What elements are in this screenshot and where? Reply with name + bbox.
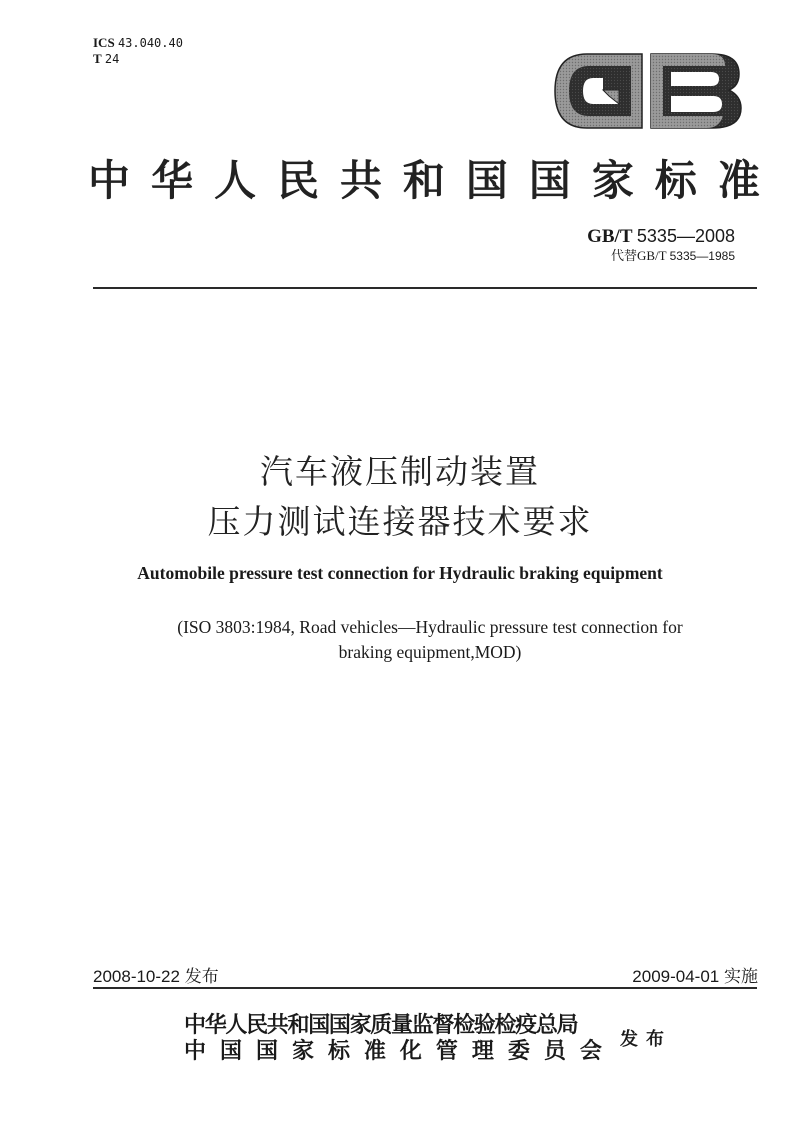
title-cn-line1: 汽车液压制动装置: [260, 452, 540, 491]
iso-reference-line1: (ISO 3803:1984, Road vehicles—Hydraulic pressure test connection for: [177, 617, 683, 637]
issue-date-value: 2008-10-22: [93, 967, 180, 986]
issuer-char: 员: [543, 1038, 566, 1064]
ics-value: 43.040.40: [117, 36, 183, 50]
replaces-label: 代替: [610, 248, 637, 263]
gb-logo-icon: [547, 46, 747, 136]
replaces-standard: [587, 248, 735, 264]
standard-number: [587, 225, 735, 248]
iso-reference-line2: braking equipment,MOD): [338, 642, 522, 662]
heading-char: 人: [213, 156, 256, 205]
replaces-code: 5335—1985: [669, 249, 735, 263]
standard-number-block: [587, 225, 735, 264]
heading-char: 民: [276, 156, 319, 205]
issuer-char: 国: [255, 1038, 278, 1064]
issuer-char: 标: [327, 1038, 350, 1064]
ics-label: ICS: [93, 35, 115, 50]
implement-date: [632, 962, 758, 987]
issuer-char: 化: [399, 1038, 422, 1064]
issuer-char: 家: [291, 1038, 314, 1064]
national-standard-heading: [88, 152, 760, 204]
gb-logo: [547, 46, 747, 136]
issue-date-label: 发布: [184, 967, 219, 986]
heading-char: 准: [717, 156, 760, 205]
issuer-char: 准: [363, 1038, 386, 1064]
ccs-label: T: [93, 51, 102, 66]
ccs-code: [93, 51, 183, 67]
top-divider: [93, 287, 757, 289]
heading-char: 标: [654, 156, 697, 205]
issuer-aqsiq: 中华人民共和国国家质量监督检验检疫总局: [184, 1012, 578, 1038]
ccs-value: 24: [104, 52, 120, 66]
title-cn-line2: 压力测试连接器技术要求: [207, 502, 593, 541]
issuer-sac: [184, 1038, 602, 1064]
heading-char: 国: [528, 156, 571, 205]
heading-char: 共: [339, 156, 382, 205]
standard-code: 5335—2008: [636, 226, 735, 246]
implement-date-value: 2009-04-01: [632, 967, 720, 986]
issuer-char: 会: [579, 1038, 602, 1064]
heading-char: 和: [402, 156, 445, 205]
issuer-char: 管: [435, 1038, 458, 1064]
issuer-char: 理: [471, 1038, 494, 1064]
publish-label: 发布: [620, 1029, 672, 1050]
bottom-divider: [93, 987, 757, 989]
heading-char: 国: [465, 156, 508, 205]
title-en: Automobile pressure test connection for Hydraulic braking equipment: [137, 563, 663, 583]
implement-date-label: 实施: [724, 967, 758, 986]
heading-char: 华: [150, 156, 193, 205]
issuer-char: 委: [507, 1038, 530, 1064]
issue-date: [93, 962, 219, 987]
ics-code: [93, 35, 183, 51]
classification-codes: [93, 35, 183, 67]
heading-char: 家: [591, 156, 634, 205]
issuer-char: 国: [219, 1038, 242, 1064]
heading-char: 中: [88, 156, 131, 205]
replaces-prefix: GB/T: [636, 248, 667, 263]
standard-prefix: GB/T: [587, 226, 633, 247]
iso-reference: [90, 615, 770, 665]
issuer-char: 中: [184, 1038, 207, 1064]
